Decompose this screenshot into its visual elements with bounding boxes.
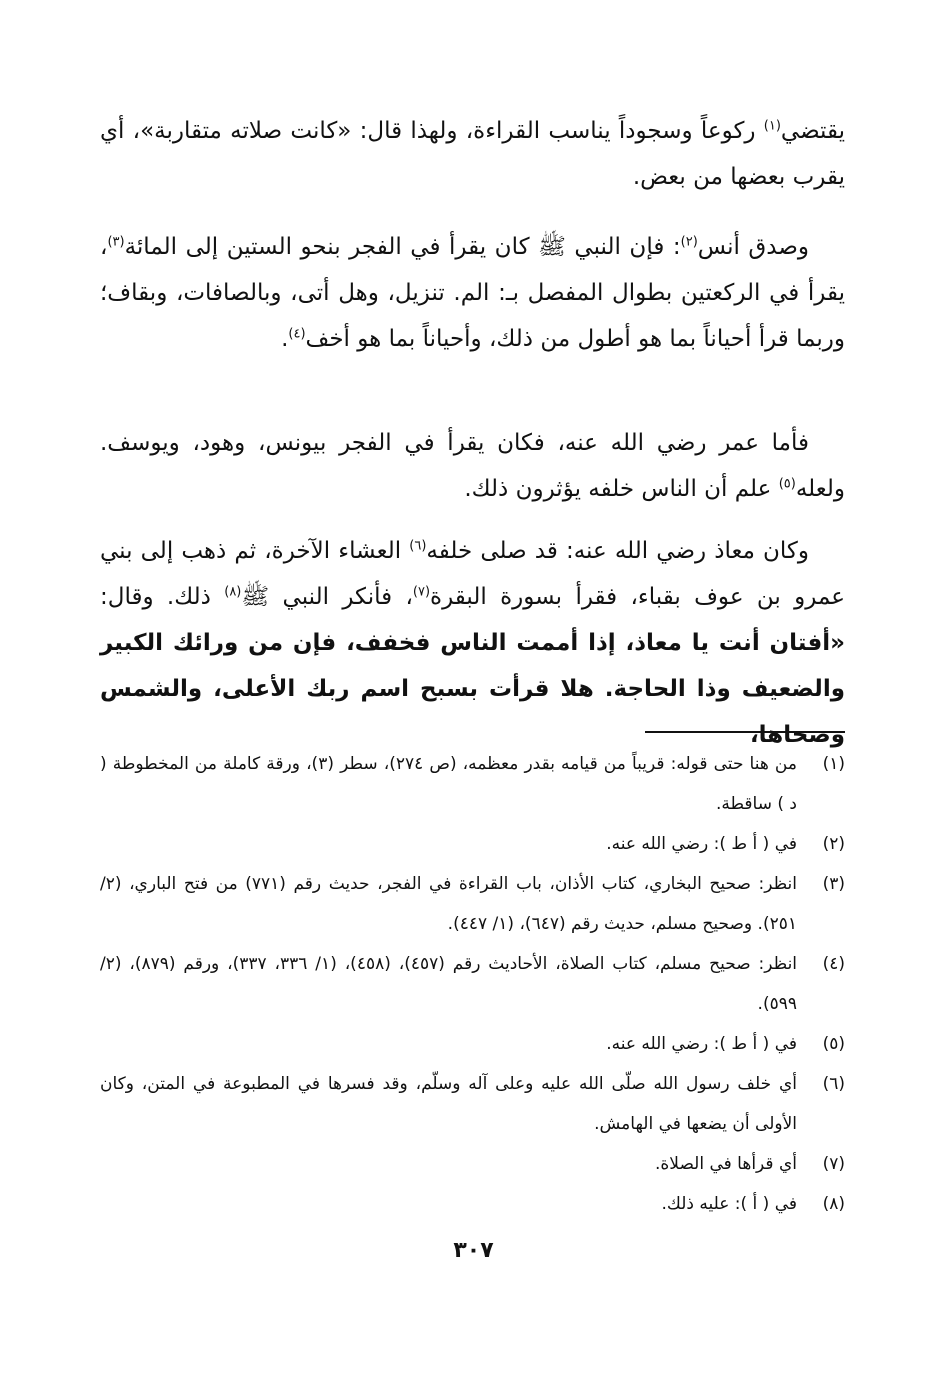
footnote-text: من هنا حتى قوله: قريباً من قيامه بقدر معظمه، (ص ٢٧٤)، سطر (٣)، ورقة كاملة من المخطوطة ( د ) ساقطة. (100, 754, 797, 814)
paragraph-2-text-a: وصدق أنس (697, 234, 809, 260)
footnote-ref-7[interactable]: (٧) (412, 584, 431, 600)
footnote-2 (100, 824, 845, 864)
paragraph-1 (100, 108, 845, 200)
footnotes-section (100, 744, 845, 1224)
paragraph-2-text-b: : فإن النبي ﷺ كان يقرأ في الفجر بنحو الستين إلى المائة (124, 234, 681, 260)
footnote-ref-1[interactable]: (١) (763, 118, 781, 134)
footnote-text: في ( أ ط ): رضي الله عنه. (606, 834, 797, 854)
paragraph-4-text-a: وكان معاذ رضي الله عنه: قد صلى خلفه (426, 538, 809, 564)
footnote-ref-5[interactable]: (٥) (778, 476, 796, 492)
footnote-1 (100, 744, 845, 824)
footnote-text: انظر: صحيح مسلم، كتاب الصلاة، الأحاديث رقم (٤٥٧)، (٤٥٨)، (١/ ٣٣٦، ٣٣٧)، ورقم (٨٧٩)، (٢/ ٥٩٩). (100, 954, 798, 1014)
footnote-4 (100, 944, 845, 1024)
footnote-8 (100, 1184, 845, 1224)
footnote-7 (100, 1144, 845, 1184)
paragraph-4-text-c: ، فأنكر النبي ﷺ (241, 584, 413, 610)
paragraph-2-text-d: . (281, 326, 289, 352)
hadith-quote: «أفتان أنت يا معاذ، إذا أممت الناس فخفف، فإن من ورائك الكبير والضعيف وذا الحاجة. هلا قرأت بسبح اسم ربك الأعلى، والشمس وضحاها، (100, 630, 845, 748)
footnote-text: انظر: صحيح البخاري، كتاب الأذان، باب القراءة في الفجر، حديث رقم (٧٧١) من فتح الباري، (٢/ ٢٥١). وصحيح مسلم، حديث رقم (٦٤٧)، (١/ ٤٤٧). (100, 874, 797, 934)
footnote-text: في ( أ ط ): رضي الله عنه. (606, 1034, 797, 1054)
footnote-text: في ( أ ): عليه ذلك. (661, 1194, 797, 1214)
footnote-divider (645, 731, 845, 733)
paragraph-2-text-c: ، يقرأ في الركعتين بطوال المفصل بـ: الم. تنزيل، وهل أتى، وبالصافات، وبقاف؛ وربما قرأ أحياناً بما هو أطول من ذلك، وأحياناً بما هو أخف (100, 234, 845, 352)
paragraph-2 (100, 224, 845, 362)
footnote-number: (٥) (822, 1034, 845, 1054)
footnote-number: (٤) (822, 954, 845, 974)
footnote-ref-4[interactable]: (٤) (288, 326, 306, 342)
page-number: ٣٠٧ (453, 1238, 494, 1263)
footnote-text: أي خلف رسول الله صلّى الله عليه وعلى آله وسلّم، وقد فسرها في المطبوعة في المتن، وكان الأولى أن يضعها في الهامش. (100, 1074, 797, 1134)
footnote-ref-8[interactable]: (٨) (224, 584, 242, 600)
footnote-number: (٢) (822, 834, 845, 854)
paragraph-3 (100, 420, 845, 512)
footnote-number: (٧) (822, 1154, 845, 1174)
footnote-number: (٦) (822, 1074, 845, 1094)
footnote-number: (٨) (822, 1194, 845, 1214)
footnote-number: (١) (822, 754, 845, 774)
paragraph-4 (100, 528, 845, 758)
footnote-text: أي قرأها في الصلاة. (654, 1154, 797, 1174)
paragraph-1-text-a: يقتضي (780, 118, 845, 144)
paragraph-1-text-b: ركوعاً وسجوداً يناسب القراءة، ولهذا قال: «كانت صلاته متقاربة»، أي يقرب بعضها من بعض. (100, 118, 845, 190)
paragraph-3-text-a: فأما عمر رضي الله عنه، فكان يقرأ في الفجر بيونس، وهود، ويوسف. ولعله (100, 430, 845, 502)
footnote-ref-3[interactable]: (٣) (107, 234, 125, 250)
footnote-number: (٣) (822, 874, 845, 894)
footnote-ref-2[interactable]: (٢) (680, 234, 698, 250)
footnote-5 (100, 1024, 845, 1064)
paragraph-4-text-d: ذلك. وقال: (100, 584, 225, 610)
footnote-3 (100, 864, 845, 944)
footnote-6 (100, 1064, 845, 1144)
paragraph-3-text-b: علم أن الناس خلفه يؤثرون ذلك. (464, 476, 779, 502)
paragraph-4-text-b: العشاء الآخرة، ثم ذهب إلى بني عمرو بن عوف بقباء، فقرأ بسورة البقرة (100, 538, 845, 610)
footnote-ref-6[interactable]: (٦) (409, 538, 427, 554)
